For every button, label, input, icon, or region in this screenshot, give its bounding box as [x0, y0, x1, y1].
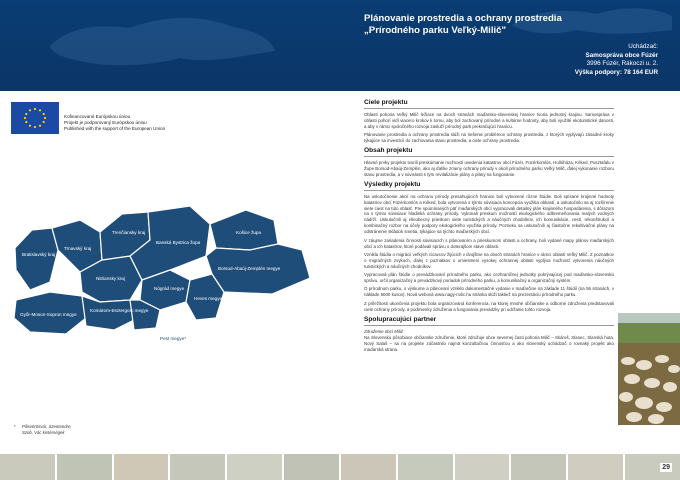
strip-photo [170, 454, 225, 480]
divider [364, 108, 614, 109]
sheep-pasture-photo [618, 313, 680, 425]
slovakia-silhouette-decoration [40, 6, 280, 76]
title-line-2: „Prírodného parku Veľký-Milič" [364, 24, 507, 36]
divider [364, 325, 614, 326]
map-label-heves: Heves megye [194, 296, 223, 301]
map-label-bratislava: Bratislavský kraj [22, 252, 56, 257]
divider [364, 156, 614, 157]
paragraph: Vypracovali plán štúdie o prevádzkovaní prírodného parku, ako cezhraničnej jednotky pokrývajúcej pod maďarsko-slovenskú správu, určil organizačný a prevádzkový poriadok prírodného parku, a komunikačný a organizačný systém. [364, 272, 614, 284]
applicant-name: Samospráva obce Fúzér [585, 51, 658, 59]
paragraph: Plánovanie prostredia a ochrany prostredia slúži na riešenie problémov ochrany prostredia, z ktorých vyplývajú zásadné kroky týkajúce sa investícií do zachovania stavu prostredia, a ciele ochrany prostredia. [364, 132, 614, 144]
main-text-column [364, 96, 614, 355]
strip-photo [0, 454, 55, 480]
strip-photo [398, 454, 453, 480]
bottom-photo-strip [0, 454, 680, 480]
eu-support-text [64, 114, 214, 132]
footnote-line-1: Pilisvörösvár, Szentendre, [22, 424, 72, 429]
paragraph: Oblasti pohoria Veľký Milič ležiace na dvoch stranách maďarsko-slovenskej hranice tvoria jednotný krajinu. Samospráva v oblasti pohorí vidí viacero krokov k tomu, aby bol zachovaný prírodné a kultúrne hodnoty, aby boli využité ekoturistické danosti, a aby v rámci spoločného rozvoja zasluží prírodný park prekračujúci hranicu. [364, 112, 614, 129]
footnote-line-2: Szob, Vác kistérségek [22, 429, 65, 435]
map-label-komarom: Komárom-Esztergom megye [90, 308, 149, 313]
region-map [10, 200, 340, 350]
strip-photo [227, 454, 282, 480]
support-amount: Výška podpory: 78 164 EUR [574, 68, 658, 76]
strip-photo [284, 454, 339, 480]
applicant-address: 3996 Fúzér, Rákoczi u. 2. [586, 60, 658, 68]
strip-photo [57, 454, 112, 480]
map-label-nitra: Nitriansky kraj [96, 276, 125, 281]
map-label-kosice: Košice župa [236, 230, 262, 235]
applicant-label: Uchádzač: [628, 43, 658, 50]
divider [364, 190, 614, 191]
map-label-banska-bystrica: Banská Bystrica župa [156, 240, 201, 245]
eu-line-1: Kofinancované Európskou úniou [64, 114, 131, 119]
page-title [364, 13, 664, 36]
footnote-marker: * [14, 424, 16, 429]
paragraph: Na Slovensku pôsobiace občianske združenie, ktoré združuje obce severnej časti pohoria Milič – Skároš, Slanec, Slanská huta, Nový Salaš – sa na projekte zúčastnilo najmä konzultačnou činnosťou a ako slovenský uchádzač o rovnaký projekt ako maďarská strana. [364, 334, 614, 352]
strip-photo [114, 454, 169, 480]
eu-line-3: Published with the support of the European Union [64, 126, 166, 131]
section-heading-partner: Spolupracujúci partner [364, 315, 437, 323]
strip-photo [341, 454, 396, 480]
section-heading-ciele: Ciele projektu [364, 99, 408, 106]
strip-photo [568, 454, 623, 480]
section-heading-vysledky: Výsledky projektu [364, 180, 421, 188]
map-region-bratislava [15, 228, 58, 290]
paragraph: V záujme zariadenia činnosti súvisiacich s plánovaním a prieskumom oblasti a ochrany, boli vydané mapy plánov maďarských obcí a ich katastrov, ktoré podávali správu o doterajšom stave oblasti. [364, 237, 614, 249]
applicant-block [575, 43, 658, 77]
paragraph: O prírodnom parku, o výskume a plánovaní vzniklo dokumentačné vydanie v maďarčine na základe 11 štúdií (na 56 stranách, v náklade 5000 kusov). Nová webová www.nagy-milic.hu stránka slúži taktiež na prezentáciu prírodného parku. [364, 286, 614, 298]
paragraph: Z príležitosti ukončenia projektu bola organizovaná konferencia, na ktorej mnohé občianske a odborné združenia predstavovali ciele ochrany prírody, a podmienky združenia a fungovania prevádzky pri udržanie tohto rozvoja. [364, 300, 614, 312]
map-label-trencin: Trenčiansky kraj [112, 230, 146, 235]
paragraph: Hlavné prvky projektu tvorili preskúmanie možností uvedenia katastrov obcí Fúzér, Füzérkomlós, Hollóháza, Kéked, Pusztafalu v Župe Borsod-Abaúj-Zemplén, ako aj ďalšie zmeny ochrany prírody v okolí prírodného parku Veľký Milič, ďalej vykonanie rozboru stavu prostredia, a v súvislosti s tým revitalizácie plány a plány na fungovanie. [364, 160, 614, 177]
eu-flag-icon [11, 102, 59, 134]
map-label-borsod: Borsod-Abaúj-Zemplén megye [218, 266, 281, 271]
strip-photo [455, 454, 510, 480]
page-number: 29 [662, 464, 670, 471]
strip-photo [511, 454, 566, 480]
partner-subtitle: Združenie obcí Milič [364, 328, 404, 334]
section-heading-obsah: Obsah projektu [364, 147, 413, 155]
header-banner-left [0, 0, 357, 91]
title-line-1: Plánovanie prostredia a ochrany prostredia [364, 13, 562, 24]
map-label-trnava: Trnavský kraj [64, 246, 92, 251]
eu-line-2: Projekt je podporovaný Európskou úniou [64, 120, 147, 125]
map-label-pest: Pest megye* [160, 336, 187, 341]
paragraph: Na uskutočnenie akcií na ochranu prírody presahujúcich hranice boli vytvorené rôzne štúdie. Boli spísané krajinné hodnoty katastrov obcí Füzérkomlós a Kéked, bola vytvorená s týmto súvisiaca koncepcia využitia obkastí, a uskutočnilo sa aj rozšírenie siete ciest na túto oblasť. Pre spomínaných päť maďarských obcí vypracovali detailný plán krajinného hospodárenia, s dôrazom na s týmto súvisiace hladiská ochrany prírody. Vykonali preskum možností ekologického odbremeňovania malých vodných nádrží. Uskutočnili aj všeobecný prieskum siete turistických a náučných chodníkov, ich komunikácie, cestí, rekonštrukcií a kombinačný rozbor na účely podpory ekologického využitia prírody. Pozrieku sa uskutočnili aj čiastočne rekultivačné plány na odstránenie skládok smetia, týkajúce sa týchto maďarských obcí. [364, 193, 614, 235]
footnote-text [22, 424, 72, 435]
map-label-nograd: Nógrád megye [154, 286, 185, 291]
paragraph: Vznikla štúdia o migrácii veľkých cicavcov žijúcich v dvojštne na oboch stranách hranice v rámci oblasti Veľký Milič. Z poznatkov o migračných zvykoch, ďalej z poznatkov o umiestnení vysokej ochrannej oblasti vyplýva možnosť vytvorenia náučných turistických a náučných chodníkov. [364, 251, 614, 269]
map-label-gyor: Győr-Moson-Sopron megye [20, 312, 77, 317]
